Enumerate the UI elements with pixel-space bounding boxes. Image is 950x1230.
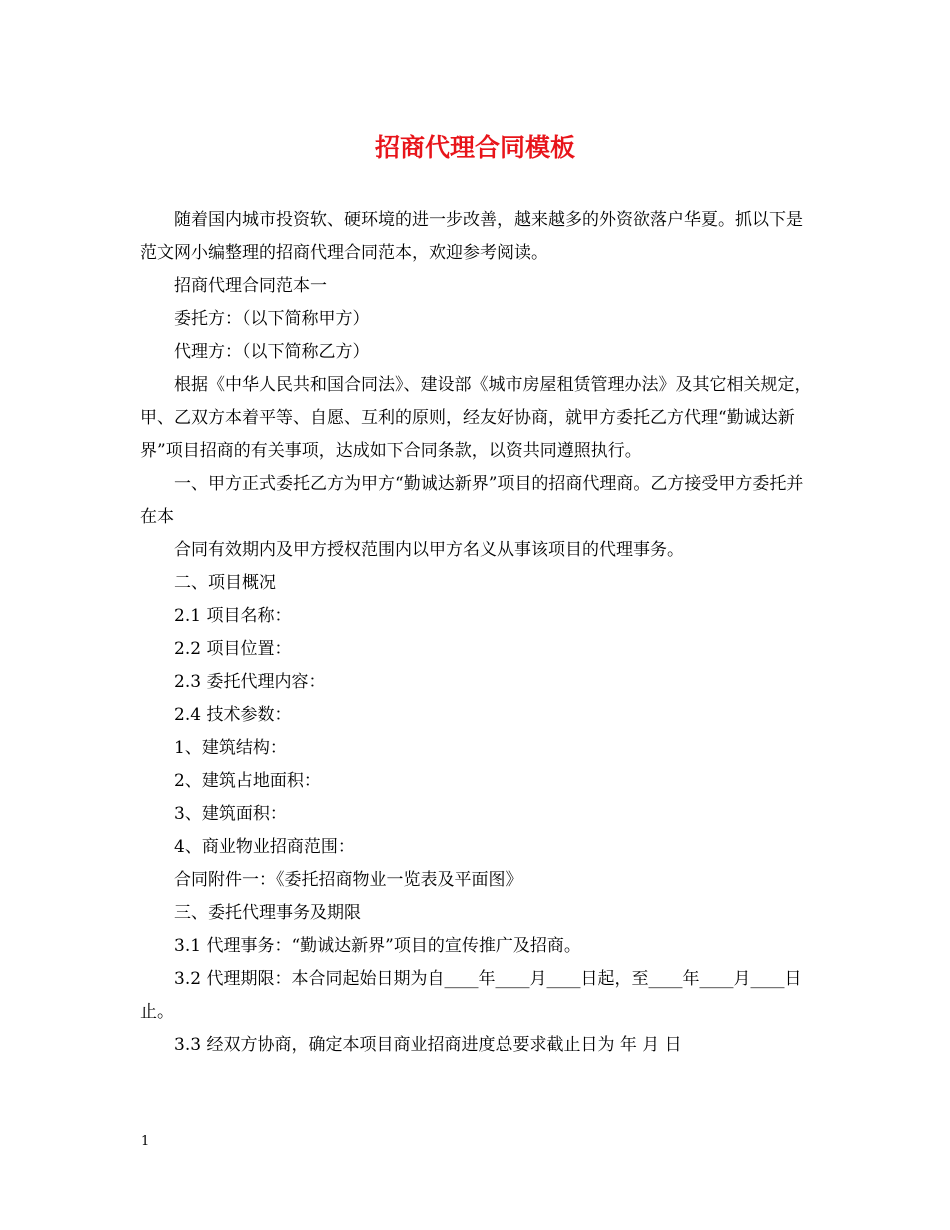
paragraph-agency-content: 2.3 委托代理内容： [174, 672, 326, 692]
paragraph-building-area: 3、建筑面积： [174, 804, 287, 824]
paragraph-section-1-cont: 合同有效期内及甲方授权范围内以甲方名义从事该项目的代理事务。 [174, 540, 684, 560]
paragraph-section-2-heading: 二、项目概况 [174, 573, 276, 593]
paragraph-project-name: 2.1 项目名称： [174, 606, 292, 626]
document-title: 招商代理合同模板 [374, 133, 575, 162]
paragraph-land-area: 2、建筑占地面积： [174, 771, 321, 791]
paragraph-agency-period: 3.2 代理期限：本合同起始日期为自____年____月____日起，至____年____月____日止。 [140, 969, 802, 1022]
paragraph-client: 委托方：（以下简称甲方） [174, 309, 370, 329]
paragraph-attachment: 合同附件一：《委托招商物业一览表及平面图》 [174, 870, 523, 890]
page-number: 1 [141, 1134, 150, 1149]
paragraph-deadline: 3.3 经双方协商，确定本项目商业招商进度总要求截止日为 年 月 日 [174, 1035, 682, 1055]
paragraph-structure: 1、建筑结构： [174, 738, 287, 758]
paragraph-project-location: 2.2 项目位置： [174, 639, 292, 659]
paragraph-section-1: 一、甲方正式委托乙方为甲方“勤诚达新界”项目的招商代理商。乙方接受甲方委托并在本 [140, 474, 804, 527]
paragraph-section-3-heading: 三、委托代理事务及期限 [174, 903, 361, 923]
paragraph-basis: 根据《中华人民共和国合同法》、建设部《城市房屋租赁管理办法》及其它相关规定，甲、乙双方本着平等、自愿、互利的原则，经友好协商，就甲方委托乙方代理“勤诚达新界”项目招商的有关事项，达成如下合同条款，以资共同遵照执行。 [140, 375, 812, 461]
paragraph-agent: 代理方：（以下简称乙方） [174, 342, 370, 362]
paragraph-contract-heading: 招商代理合同范本一 [174, 276, 327, 296]
paragraph-intro: 随着国内城市投资软、硬环境的进一步改善，越来越多的外资欲落户华夏。抓以下是范文网小编整理的招商代理合同范本，欢迎参考阅读。 [140, 210, 803, 263]
paragraph-leasing-scope: 4、商业物业招商范围： [174, 837, 355, 857]
paragraph-tech-params: 2.4 技术参数： [174, 705, 292, 725]
paragraph-agency-matters: 3.1 代理事务：“勤诚达新界”项目的宣传推广及招商。 [174, 936, 581, 956]
document-body [140, 204, 812, 1062]
